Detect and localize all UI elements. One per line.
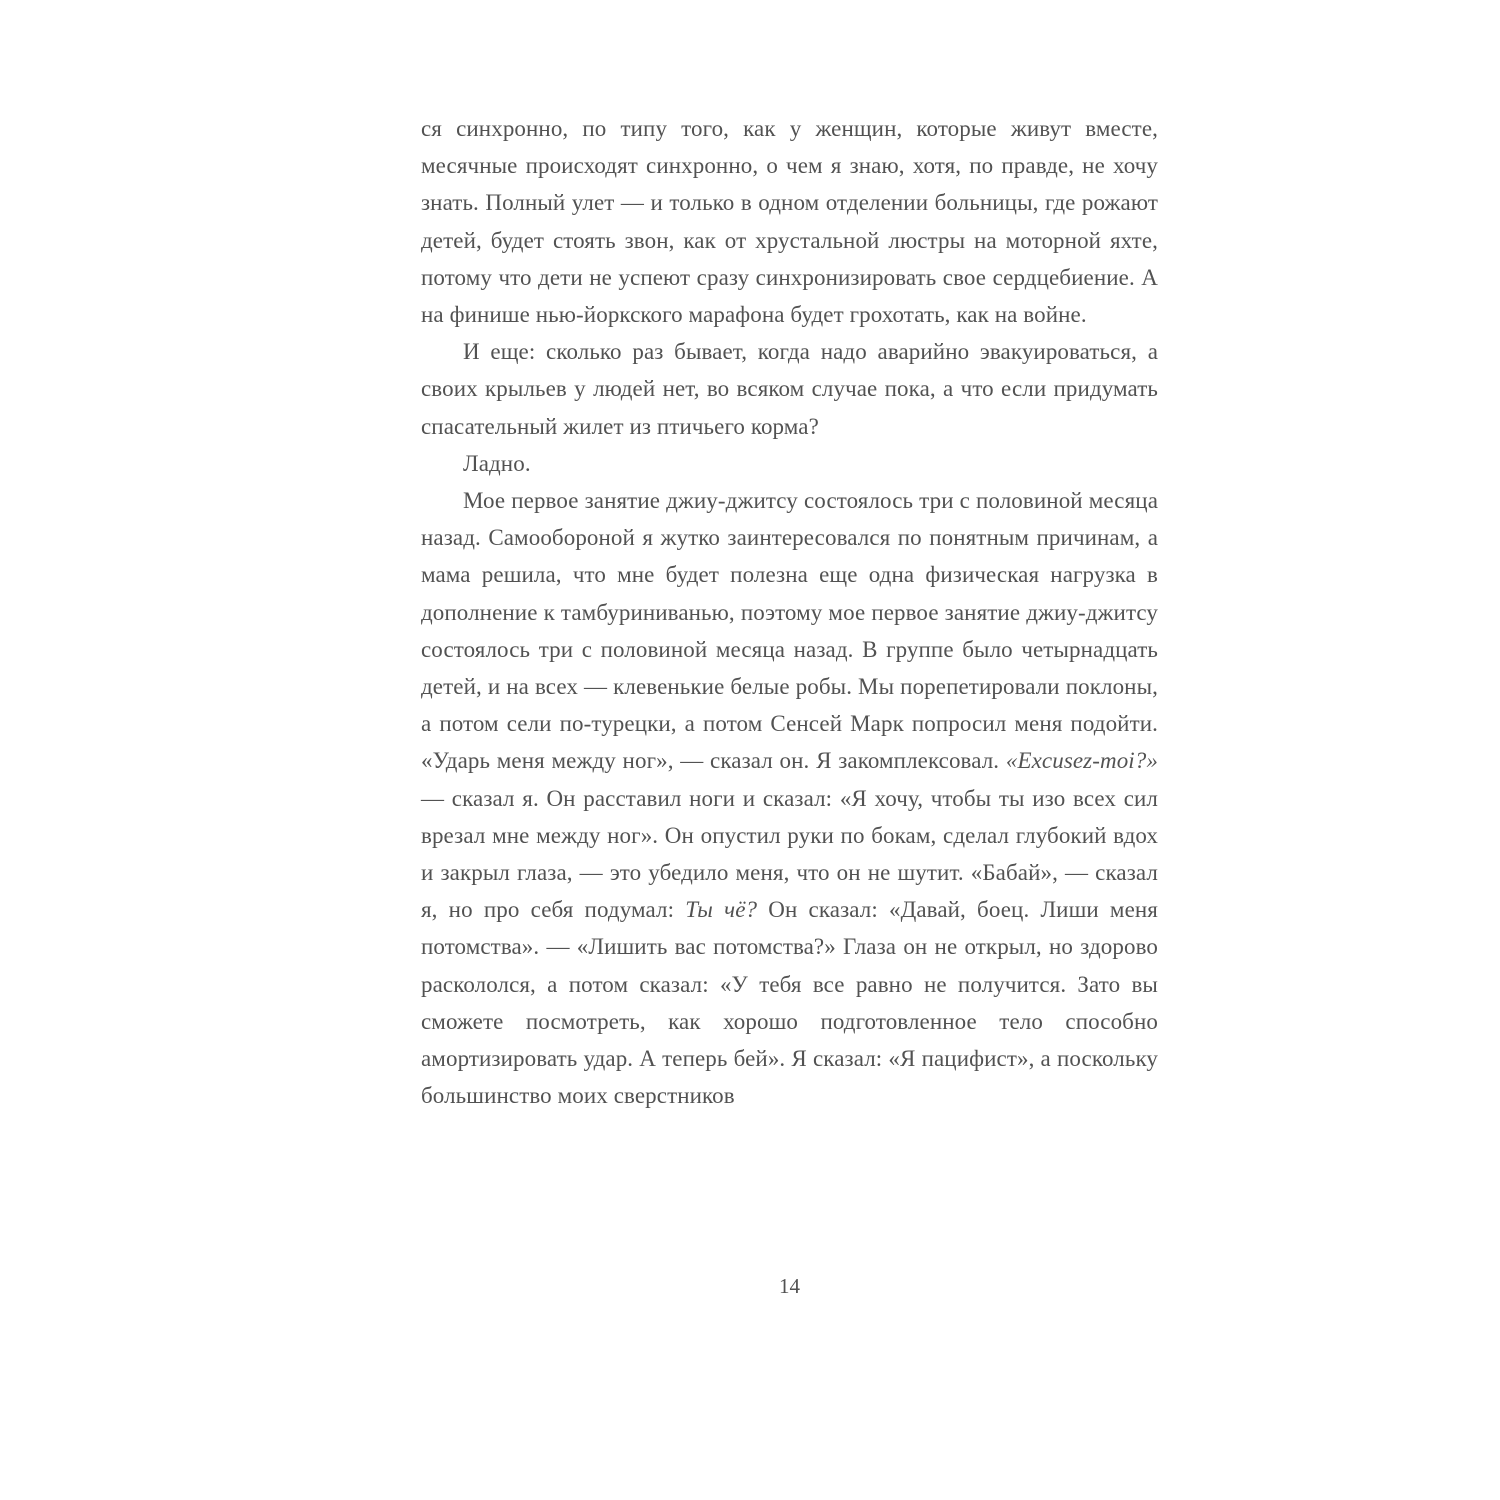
paragraph-continuation: ся синхронно, по типу того, как у женщин, которые живут вместе, месячные происходят синхронно, о чем я знаю, хотя, по правде, не хочу знать. Полный улет — и только в одном отделении больницы, где рожают детей, будет стоять звон, как от хрустальной люстры на моторной яхте, потому что дети не успеют сразу синхронизировать свое сердцебиение. А на финише нью-йоркского марафона будет грохотать, как на войне.: [421, 116, 1158, 328]
text-block: [421, 110, 1158, 1114]
paragraph: Ладно.: [463, 450, 531, 476]
italic-phrase: Ты чё?: [685, 897, 758, 923]
page-number: 14: [779, 1274, 800, 1298]
paragraph-text: Он сказал: «Давай, боец. Лиши меня потомства». — «Лишить вас потомства?» Глаза он не открыл, но здорово раскололся, а потом сказал: «У тебя все равно не получится. Зато вы сможете посмотреть, как хорошо подготовленное тело способно амортизировать удар. А теперь бей». Я сказал: «Я пацифист», а поскольку большинство моих сверстников: [421, 897, 1158, 1109]
paragraph-text: — сказал я. Он расставил ноги и сказал: «Я хочу, чтобы ты изо всех сил врезал мне между ног». Он опустил руки по бокам, сделал глубокий вдох и закрыл глаза, — это убедило меня, что он не шутит. «Бабай», — сказал я, но про себя подумал:: [421, 785, 1158, 923]
paragraph: И еще: сколько раз бывает, когда надо аварийно эвакуироваться, а своих крыльев у людей нет, во всяком случае пока, а что если придумать спасательный жилет из птичьего корма?: [421, 339, 1158, 439]
paragraph-text: Мое первое занятие джиу-джитсу состоялось три с половиной месяца назад. Самообороной я жутко заинтересовался по понятным причинам, а мама решила, что мне будет полезна еще одна физическая нагрузка в дополнение к тамбуриниванью, поэтому мое первое занятие джиу-джитсу состоялось три с половиной месяца назад. В группе было четырнадцать детей, и на всех — клевенькие белые робы. Мы порепетировали поклоны, а потом сели по-турецки, а потом Сенсей Марк попросил меня подойти. «Ударь меня между ног», — сказал он. Я закомплексовал.: [421, 488, 1158, 774]
italic-phrase: «Excusez-moi?»: [1005, 748, 1158, 774]
paragraph: [421, 482, 1158, 1114]
